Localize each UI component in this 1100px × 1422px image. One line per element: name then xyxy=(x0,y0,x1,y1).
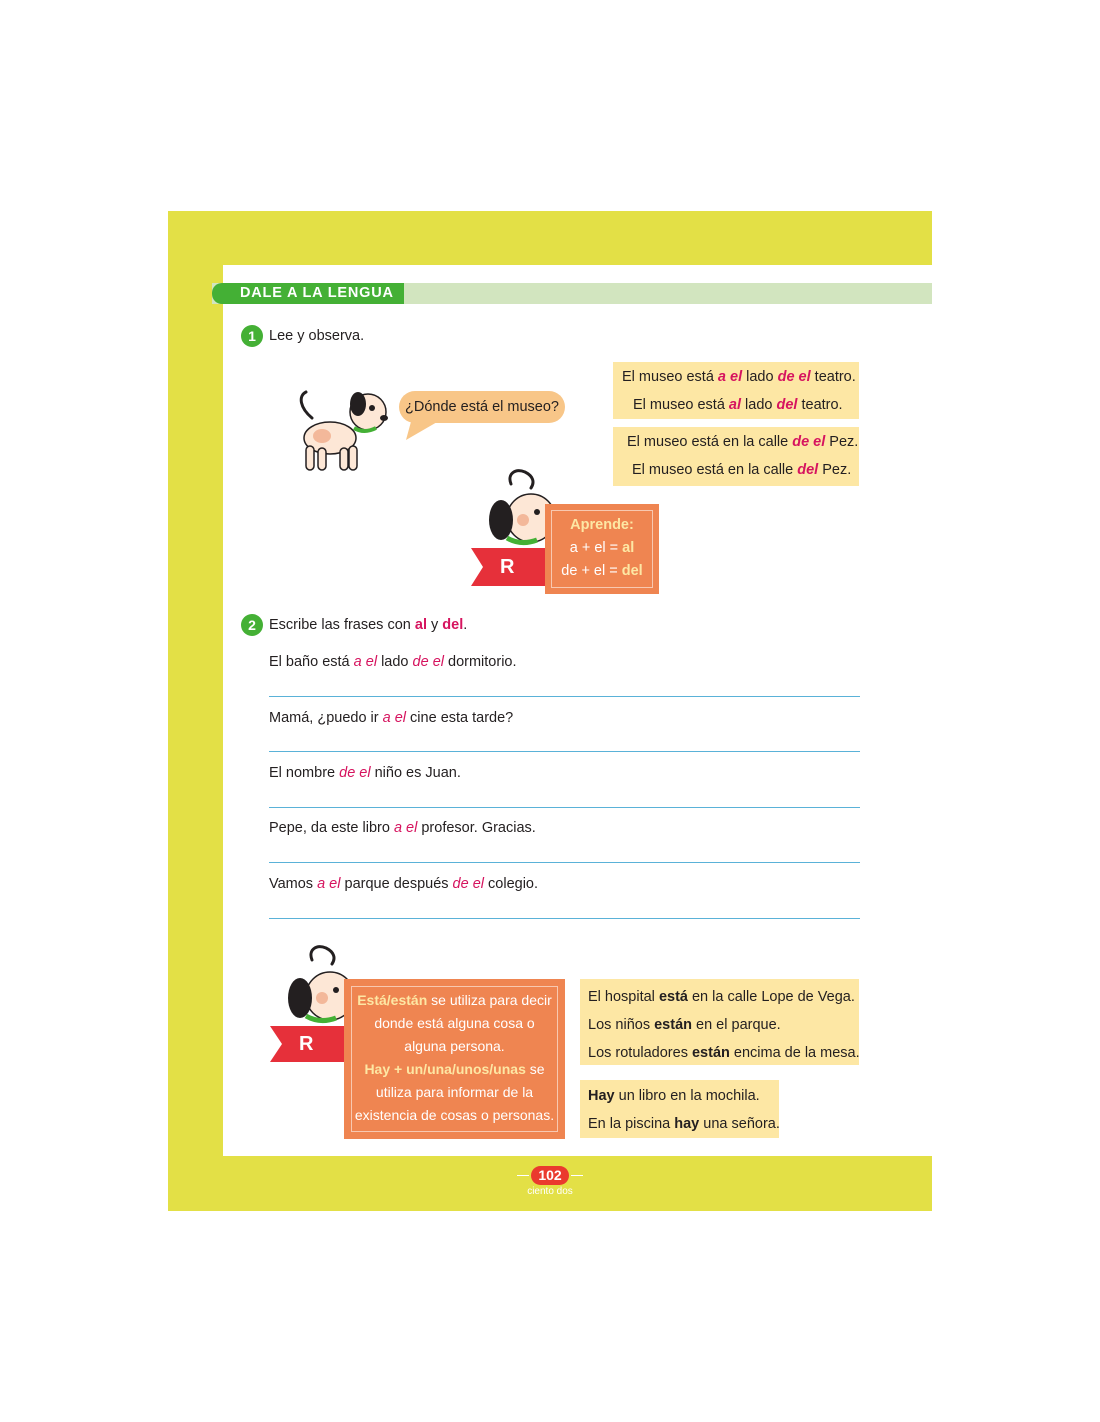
text-segment: en el parque. xyxy=(692,1017,781,1033)
text-segment: alguna persona. xyxy=(404,1038,505,1054)
bold-segment: están xyxy=(654,1017,692,1033)
page-number: 102 xyxy=(531,1166,569,1185)
example-line xyxy=(588,1082,780,1110)
example-box-hay xyxy=(580,1080,779,1138)
text-segment: En la piscina xyxy=(588,1116,675,1132)
example-line xyxy=(588,983,860,1011)
bold-segment: Hay xyxy=(588,1088,615,1104)
highlight-segment: a el xyxy=(382,710,407,726)
aprende-box xyxy=(545,504,659,594)
example-line xyxy=(588,1039,860,1067)
text-segment: donde está alguna cosa o xyxy=(374,1015,535,1031)
rule-box-estar-hay xyxy=(344,979,565,1139)
exercise-1-number: 1 xyxy=(241,325,263,347)
answer-line-3[interactable] xyxy=(269,807,860,808)
rule-line xyxy=(344,1035,565,1058)
text-segment: un libro en la mochila. xyxy=(614,1088,760,1104)
text-segment: Pepe, da este libro xyxy=(269,820,394,836)
example-box-estar xyxy=(580,979,859,1065)
text-segment: Vamos xyxy=(269,876,318,892)
text-segment: se utiliza para decir xyxy=(427,992,552,1008)
page-number-dash-right xyxy=(571,1175,583,1176)
text-segment: encima de la mesa. xyxy=(729,1045,860,1061)
text-segment: existencia de cosas o personas. xyxy=(354,1107,555,1123)
text-segment: Los niños xyxy=(588,1017,655,1033)
rule-line xyxy=(344,1012,565,1035)
example-box-del xyxy=(613,427,859,486)
text-segment: utiliza para informar de la xyxy=(375,1084,534,1100)
rule-line xyxy=(344,1058,565,1081)
rule-line xyxy=(344,1104,565,1127)
highlight-segment: de el xyxy=(339,765,371,781)
aprende-title: Aprende: xyxy=(570,517,634,533)
highlight-segment: a el xyxy=(353,654,378,670)
speech-bubble: ¿Dónde está el museo? xyxy=(399,391,565,423)
bold-segment: hay xyxy=(674,1116,700,1132)
example-box-al xyxy=(613,362,859,419)
section-title: DALE A LA LENGUA xyxy=(240,285,394,301)
ribbon-letter: R xyxy=(500,556,515,578)
answer-line-1[interactable] xyxy=(269,696,860,697)
text-segment: en la calle Lope de Vega. xyxy=(687,989,855,1005)
text-segment: profesor. Gracias. xyxy=(417,820,536,836)
exercise-2-instruction: Escribe las frases con al y del. xyxy=(269,617,468,633)
page-number-words: ciento dos xyxy=(527,1186,573,1197)
answer-line-2[interactable] xyxy=(269,751,860,752)
exercise-sentence xyxy=(269,707,513,729)
rule-line xyxy=(344,1081,565,1104)
page-number-dash-left xyxy=(517,1175,529,1176)
text-segment: El nombre xyxy=(269,765,340,781)
example-line: El museo está al lado del teatro. xyxy=(633,397,843,413)
exercise-1-instruction: Lee y observa. xyxy=(269,328,365,344)
bold-segment: están xyxy=(691,1045,730,1061)
highlight-segment: Hay + un/una/unos/unas xyxy=(364,1061,526,1077)
text-segment: cine esta tarde? xyxy=(406,710,514,726)
example-line: El museo está en la calle de el Pez. xyxy=(627,434,859,450)
exercise-sentence xyxy=(269,817,536,839)
text-segment: parque después xyxy=(340,876,453,892)
rule-del: de + el = del xyxy=(561,563,643,579)
highlight-segment: de el xyxy=(412,654,444,670)
highlight-segment: a el xyxy=(317,876,341,892)
text-segment: una señora. xyxy=(699,1116,780,1132)
text-segment: dormitorio. xyxy=(443,654,517,670)
rule-al: a + el = al xyxy=(569,540,635,556)
answer-line-5[interactable] xyxy=(269,918,860,919)
example-line: El museo está a el lado de el teatro. xyxy=(622,369,856,385)
exercise-2-number: 2 xyxy=(241,614,263,636)
text-segment: El baño está xyxy=(269,654,354,670)
dog-illustration xyxy=(292,388,392,478)
text-segment: Mamá, ¿puedo ir xyxy=(269,710,383,726)
answer-line-4[interactable] xyxy=(269,862,860,863)
text-segment: niño es Juan. xyxy=(370,765,461,781)
exercise-sentence xyxy=(269,762,461,784)
highlight-segment: a el xyxy=(393,820,418,836)
example-line xyxy=(588,1011,860,1039)
text-segment: lado xyxy=(377,654,413,670)
highlight-segment: Está/están xyxy=(357,992,428,1008)
highlight-segment: de el xyxy=(452,876,484,892)
example-line xyxy=(588,1110,780,1138)
text-segment: se xyxy=(525,1061,545,1077)
text-segment: Los rotuladores xyxy=(588,1045,692,1061)
text-segment: El hospital xyxy=(588,989,659,1005)
text-segment: colegio. xyxy=(484,876,539,892)
ribbon-letter: R xyxy=(299,1033,314,1055)
exercise-sentence xyxy=(269,873,538,895)
example-line: El museo está en la calle del Pez. xyxy=(632,462,852,478)
rule-line xyxy=(344,989,565,1012)
exercise-sentence xyxy=(269,651,517,673)
bold-segment: está xyxy=(658,989,688,1005)
